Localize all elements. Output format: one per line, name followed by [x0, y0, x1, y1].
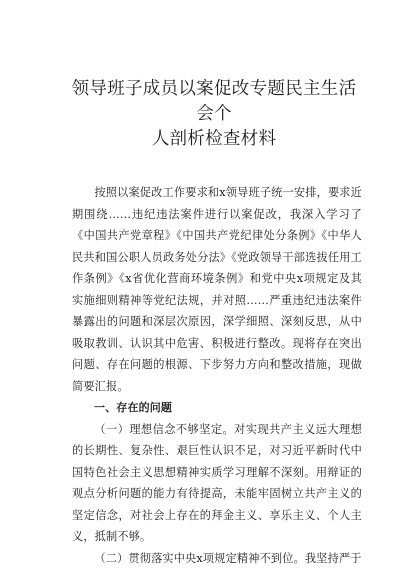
problem-item-2-paragraph: （二）贯彻落实中央x项规定精神不到位。我坚持严于 [94, 551, 362, 565]
title-line-1: 领导班子成员以案促改专题民主生活会个 [71, 79, 357, 124]
document-title [66, 77, 362, 152]
problem-item-1-paragraph: （一）理想信念不够坚定。对实现共产主义远大理想的长期性、复杂性、艰巨性认识不足，对习近平新时代中国特色社会主义思想精神实质学习理解不深刻。用辩证的观点分析问题的能力有待提高，未能牢固树立共产主义的坚定信念，对社会上存在的拜金主义、享乐主义、个人主义，抵制不够。 [72, 422, 362, 543]
document-body [72, 182, 362, 569]
section-heading-problems: 一、存在的问题 [94, 401, 173, 414]
title-line-2: 人剖析检查材料 [151, 129, 277, 149]
intro-paragraph: 按照以案促改工作要求和x领导班子统一安排，要求近期围绕……违纪违法案件进行以案促改，我深入学习了《中国共产党章程》《中国共产党纪律处分条例》《中华人民共和国公职人员政务处分法》《党政领导干部选拔任用工作条例》《x省优化营商环境条例》和党中央x项规定及其实施细则精神等党纪法规，并对照……严重违纪违法案件暴露出的问题和深层次原因，深学细照、深刻反思，从中吸取教训、认识其中危害、积极进行整改。现将存在突出问题、存在问题的根源、下步努力方向和整改措施，现做简要汇报。 [72, 186, 362, 393]
